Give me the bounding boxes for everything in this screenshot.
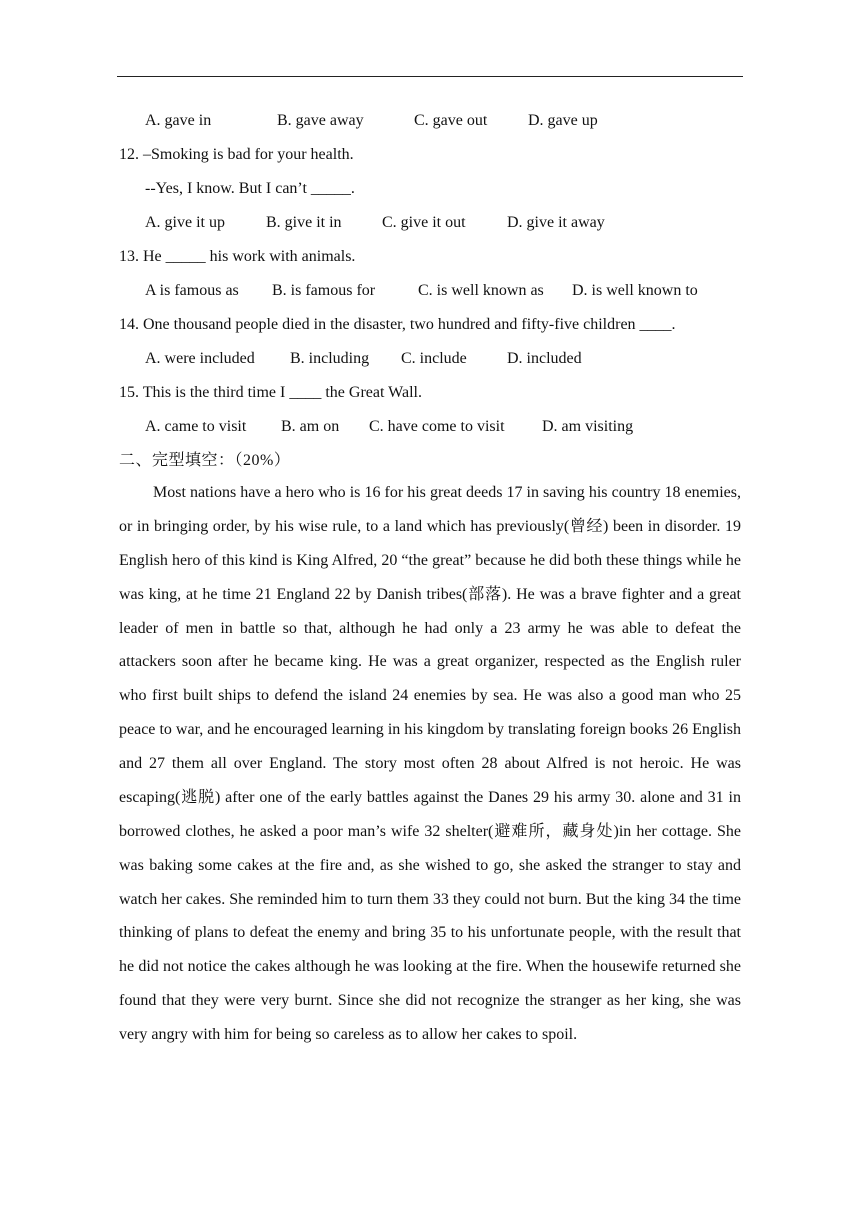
section-heading: 二、完型填空：（20%）: [119, 452, 291, 469]
q14-option-b: B. including: [290, 350, 370, 367]
q11-option-a: A. gave in: [145, 112, 212, 129]
q14-stem: 14. One thousand people died in the disaster, two hundred and fifty-five children ____.: [119, 316, 676, 333]
q15-stem: 15. This is the third time I ____ the Great Wall.: [119, 384, 422, 401]
q15-options: [145, 410, 705, 444]
q11-option-d: D. gave up: [528, 112, 598, 129]
cloze-passage: Most nations have a hero who is 16 for his great deeds 17 in saving his country 18 enemies, or in bringing order, by his wise rule, to a land which has previously(曾经) been in disorder. 19 English hero of this kind is King Alfred, 20 “the great” because he did both these things while he was king, at he time 21 England 22 by Danish tribes(部落). He was a brave fighter and a great leader of men in battle so that, although he had only a 23 army he was able to defeat the attackers soon after he became king. He was a great organizer, respected as the English ruler who first built ships to defend the island 24 enemies by sea. He was also a good man who 25 peace to war, and he encouraged learning in his kingdom by translating foreign books 26 English and 27 them all over England. The story most often 28 about Alfred is not heroic. He was escaping(逃脱) after one of the early battles against the Danes 29 his army 30. alone and 31 in borrowed clothes, he asked a poor man’s wife 32 shelter(避难所，藏身处)in her cottage. She was baking some cakes at the fire and, as she wished to go, she asked the stranger to stay and watch her cakes. She reminded him to turn them 33 they could not burn. But the king 34 the time thinking of plans to defeat the enemy and bring 35 to his unfortunate people, with the result that he did not notice the cakes although he was looking at the fire. When the housewife returned she found that they were very burnt. Since she did not recognize the stranger as her king, she was very angry with him for being so careless as to allow her cakes to spoil.: [119, 484, 741, 1043]
q13-stem: 13. He _____ his work with animals.: [119, 248, 356, 265]
q12-options: [145, 206, 705, 240]
q12-option-b: B. give it in: [266, 214, 342, 231]
q14-option-c: C. include: [401, 350, 467, 367]
q11-option-c: C. gave out: [414, 112, 488, 129]
q12-reply: --Yes, I know. But I can’t _____.: [145, 180, 355, 197]
q14-options: [145, 342, 705, 376]
q13-options: [145, 274, 735, 308]
q13-option-b: B. is famous for: [272, 282, 376, 299]
q15-option-d: D. am visiting: [542, 418, 634, 435]
q14-option-a: A. were included: [145, 350, 255, 367]
header-rule: [117, 76, 743, 77]
q13-option-c: C. is well known as: [418, 282, 544, 299]
q12-option-a: A. give it up: [145, 214, 225, 231]
q12-option-d: D. give it away: [507, 214, 605, 231]
q14-option-d: D. included: [507, 350, 582, 367]
q12-option-c: C. give it out: [382, 214, 466, 231]
q13-option-d: D. is well known to: [572, 282, 698, 299]
q11-options: [145, 104, 705, 138]
q15-option-a: A. came to visit: [145, 418, 247, 435]
q15-option-b: B. am on: [281, 418, 340, 435]
q15-option-c: C. have come to visit: [369, 418, 505, 435]
q11-option-b: B. gave away: [277, 112, 364, 129]
q13-option-a: A is famous as: [145, 282, 239, 299]
q12-stem: 12. –Smoking is bad for your health.: [119, 146, 354, 163]
